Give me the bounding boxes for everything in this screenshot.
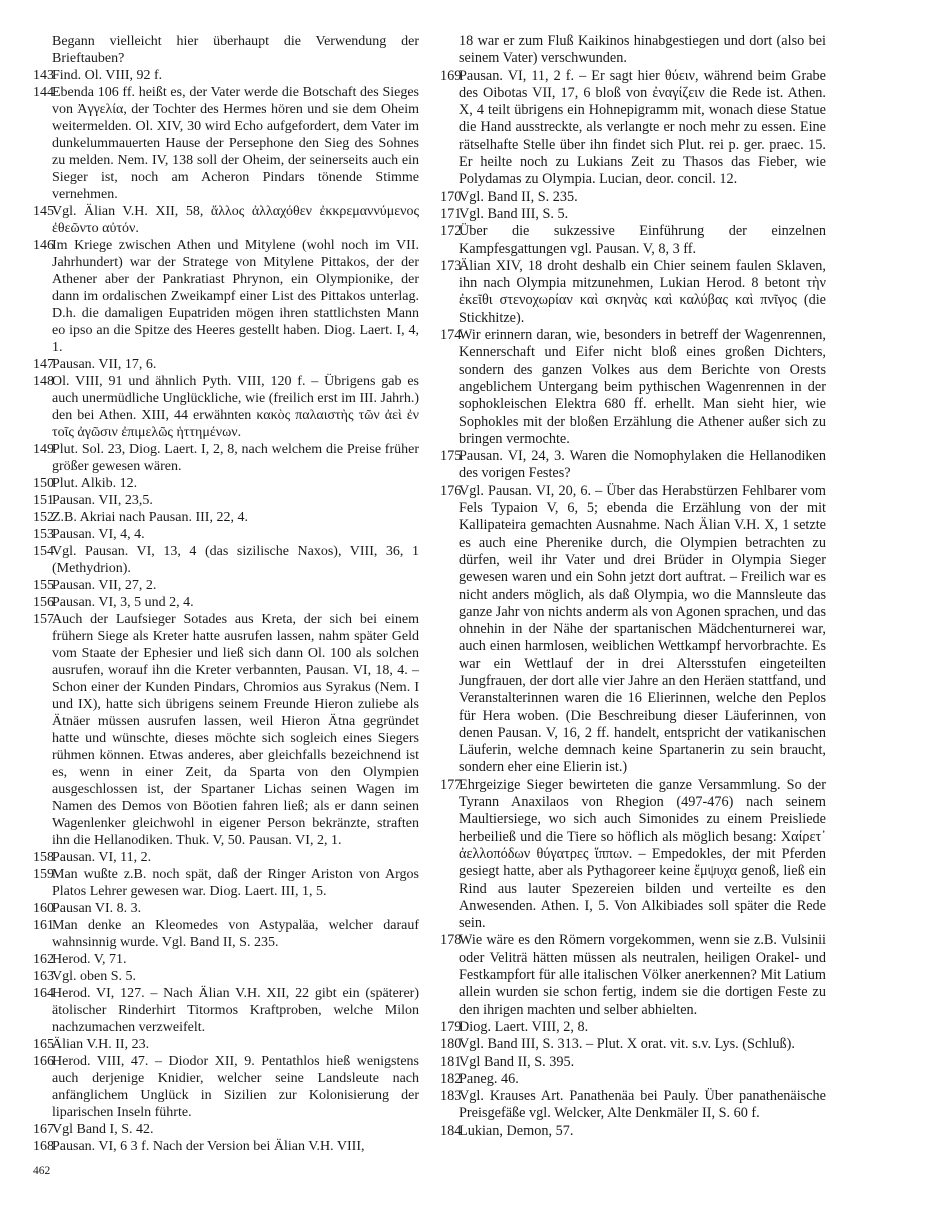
footnote-text: Vgl. Pausan. VI, 20, 6. – Über das Herabstürzen Fehlbarer vom Fels Typaion V, 6, 5; ebenda die Erzählung von der mit Kallipateira gemachten Ausnahme. Nach Älian V.H. X, 1 setzte es auch eine Pherenike durch, die Olympien betrachten zu dürfen, weil ihr Vater und drei Brüder in Olympia Sieger gewesen waren und ein Sohn jetzt dort auftrat. – Freilich war es nicht anders möglich, als daß Olympia, wo die Mannsleute das ganze Jahr von nichts anderm als von Agonen sprachen, und das ohnehin in der Nähe der spartanischen Mädchenturnerei war, auch einen harmlosen, weiblichen Wettkampf hervorbrachte. Es war ein Wettlauf der in drei Altersstufen eingeteilten Jungfrauen, der dort alle vier Jahre an den Heräen stattfand, und Veranstalterinnen waren die 16 Elierinnen, welche den Peplos für Hera woben. (Die Beschreibung dieser Läuferinnen, von denen Pausan. V, 16, 2 ff. handelt, entspricht der vatikanischen Läuferin, welche demnach keine Spartanerin zu sein braucht, sondern eher eine Elierin ist.) <box>459 482 826 776</box>
footnote-text: Pausan VI. 8. 3. <box>52 901 142 916</box>
footnote-text: Paneg. 46. <box>459 1070 519 1087</box>
footnote-182 <box>440 1071 826 1088</box>
footnote-number: 172 <box>440 223 462 240</box>
footnote-159 <box>33 866 419 900</box>
footnote-number: 159 <box>33 867 54 882</box>
footnote-number: 161 <box>33 918 54 933</box>
footnote-172 <box>440 223 826 258</box>
footnote-text: Vgl. Krauses Art. Panathenäa bei Pauly. Über panathenäische Preisgefäße vgl. Welcker, Alte Denkmäler II, S. 60 f. <box>459 1088 826 1122</box>
footnote-number: 174 <box>440 327 462 344</box>
footnote-number: 173 <box>440 257 462 274</box>
footnote-number: 149 <box>33 442 54 457</box>
footnote-continuation: 18 war er zum Fluß Kaikinos hinabgestiegen und dort (also bei seinem Vater) verschwunden. <box>459 33 826 67</box>
footnote-text: Pausan. VII, 27, 2. <box>52 578 157 593</box>
footnote-text: Vgl. Pausan. VI, 13, 4 (das sizilische Naxos), VIII, 36, 1 (Methydrion). <box>52 544 419 576</box>
footnote-number: 152 <box>33 510 54 525</box>
footnote-text: Vgl. oben S. 5. <box>52 969 136 984</box>
footnote-number: 177 <box>440 776 462 793</box>
footnote-number: 175 <box>440 448 462 465</box>
footnote-text: Ehrgeizige Sieger bewirteten die ganze Versammlung. So der Tyrann Anaxilaos von Rhegion (497-476) nach seinem Maultiersiege, wo sich auch Simonides zu einem Preisliede herbeiließ und die Tiere so höflich als möglich besang: Χαίρετ᾽ ἀελλοπόδων θύγατρες ἵππων. – Empedokles, der mit Pferden gesiegt hatte, aber als Pythagoreer keine ἔμψυχα genoß, ließ ein Rind aus lauter Spezereien bilden und verteilte es den Anwesenden. Athen. I, 5. Von Alkibiades soll später die Rede sein. <box>459 776 826 932</box>
footnote-text: Vgl. Älian V.H. XII, 58, ἄλλος ἀλλαχόθεν ἐκκρεμαννύμενος ἐθεῶντο αὐτόν. <box>52 204 419 236</box>
footnote-text: Vgl. Band II, S. 235. <box>459 188 578 205</box>
footnote-continuation: Begann vielleicht hier überhaupt die Verwendung der Brieftauben? <box>52 34 419 66</box>
footnote-number: 156 <box>33 595 54 610</box>
footnote-158 <box>33 849 419 866</box>
footnote-number: 148 <box>33 374 54 389</box>
footnote-number: 147 <box>33 357 54 372</box>
footnote-number: 171 <box>440 205 462 222</box>
footnote-number: 143 <box>33 68 54 83</box>
footnote-number: 158 <box>33 850 54 865</box>
footnote-text: Man denke an Kleomedes von Astypaläa, welcher darauf wahnsinnig wurde. Vgl. Band II, S. 235. <box>52 918 419 950</box>
footnote-160 <box>33 900 419 917</box>
footnote-145 <box>33 203 419 237</box>
footnote-text: Diog. Laert. VIII, 2, 8. <box>459 1018 589 1035</box>
footnote-text: Ebenda 106 ff. heißt es, der Vater werde die Botschaft des Sieges von Ἀγγελία, der Tochter des Hermes hören und sie dem Oheim weitermelden. Ol. XIV, 30 wird Echo aufgefordert, dem Vater im dunkelummauerten Hause der Persephone den Sieg des Sohnes zu melden. Nem. IV, 138 soll der Oheim, der seinerseits auch ein Sieger ist, noch am Acheron Pindars tönende Stimme vernehmen. <box>52 85 419 202</box>
footnote-number: 170 <box>440 188 462 205</box>
footnote-number: 145 <box>33 204 54 219</box>
footnote-176 <box>440 483 826 777</box>
footnote-text: Vgl Band II, S. 395. <box>459 1053 575 1070</box>
footnote-143 <box>33 67 419 84</box>
footnote-number: 181 <box>440 1053 462 1070</box>
footnote-144 <box>33 84 419 203</box>
footnote-number: 179 <box>440 1018 462 1035</box>
footnote-148 <box>33 373 419 441</box>
footnote-168 <box>33 1138 419 1155</box>
footnote-number: 160 <box>33 901 54 916</box>
footnote-number: 180 <box>440 1036 462 1053</box>
footnote-175 <box>440 448 826 483</box>
footnote-number: 169 <box>440 67 462 84</box>
footnote-text: Herod. VI, 127. – Nach Älian V.H. XII, 22 gibt ein (späterer) ätolischer Rinderhirt Titormos Kraftproben, welche Milon nachzumachen verzweifelt. <box>52 986 419 1035</box>
footnote-number: 167 <box>33 1122 54 1137</box>
footnote-153 <box>33 526 419 543</box>
footnote-169 <box>440 68 826 189</box>
footnote-number: 155 <box>33 578 54 593</box>
footnote-text: Auch der Laufsieger Sotades aus Kreta, der sich bei einem frühern Siege als Kreter hatte ausrufen lassen, nahm später Geld vom Staate der Ephesier und ließ sich dann Ol. 100 als solchen ausrufen, worauf ihn die Kreter verbannten, Pausan. VI, 18, 4. – Schon einer der Kunden Pindars, Chromios aus Syrakus (Nem. I und IX), hatte sich übrigens seinem Freunde Hieron zuliebe als Ätnäer müssen ausrufen lassen, weil Hieron Ätna gegründet hatte und wünschte, dieses möchte sich sogleich eines Siegers rühmen können. Etwas anderes, aber gleichfalls bezeichnend ist es, wenn in einer Zeit, da Sparta von den Olympien ausgeschlossen ist, der Spartaner Lichas seinen Wagen im Namen des Demos von Böotien fahren ließ; als er dann seinen Wagenlenker gleichwohl in eigener Person bekränzte, straften ihn die Hellanodiken. Thuk. V, 50. Pausan. VI, 2, 1. <box>52 612 419 848</box>
footnote-number: 154 <box>33 544 54 559</box>
footnote-154 <box>33 543 419 577</box>
footnote-number: 146 <box>33 238 54 253</box>
footnote-162 <box>33 951 419 968</box>
footnote-166 <box>33 1053 419 1121</box>
footnote-text: Pausan. VI, 6 3 f. Nach der Version bei Älian V.H. VIII, <box>52 1139 365 1154</box>
footnote-157 <box>33 611 419 849</box>
footnote-text: Plut. Sol. 23, Diog. Laert. I, 2, 8, nach welchem die Preise früher größer gewesen wären. <box>52 442 419 474</box>
footnote-173 <box>440 258 826 327</box>
footnote-number: 178 <box>440 932 462 949</box>
footnote-number: 168 <box>33 1139 54 1154</box>
footnote-183 <box>440 1088 826 1123</box>
footnote-text: Pausan. VI, 11, 2. <box>52 850 152 865</box>
footnote-174 <box>440 327 826 448</box>
footnote-text: Älian XIV, 18 droht deshalb ein Chier seinem faulen Sklaven, ihn nach Olympia mitzunehmen, Lukian Herod. 8 betont τὴν ἐκεῖθι στενοχωρίαν καὶ σκηνὰς καὶ καλύβας καὶ πνῖγος (die Stickhitze). <box>459 257 826 326</box>
footnote-177 <box>440 777 826 933</box>
footnote-text: Vgl Band I, S. 42. <box>52 1122 154 1137</box>
footnote-number: 157 <box>33 612 54 627</box>
footnote-180 <box>440 1036 826 1053</box>
footnote-149 <box>33 441 419 475</box>
footnote-text: Wie wäre es den Römern vorgekommen, wenn sie z.B. Vulsinii oder Veliträ hätten müssen als neutralen, heiligen Orakel- und Festkampfort für alle italischen Völker anerkennen? Mit Latium allein wurden sie schon fertig, indem sie die dortigen Feste zu den ihrigen machten und selber abhielten. <box>459 932 826 1018</box>
footnote-number: 151 <box>33 493 54 508</box>
footnote-171 <box>440 206 826 223</box>
footnote-161 <box>33 917 419 951</box>
footnote-number: 184 <box>440 1122 462 1139</box>
footnote-170 <box>440 189 826 206</box>
footnote-text: Pausan. VII, 17, 6. <box>52 357 157 372</box>
footnote-text: Ol. VIII, 91 und ähnlich Pyth. VIII, 120 f. – Übrigens gab es auch unermüdliche Unglückliche, wie (freilich erst im III. Jahrh.) den bei Athen. XIII, 44 erwähnten κακὸς παλαιστὴς τῶν ἀεὶ ἐν τοῖς ἀγῶσιν ἐπιμελῶς ἡττημένων. <box>52 374 419 440</box>
footnote-number: 153 <box>33 527 54 542</box>
footnote-number: 144 <box>33 85 54 100</box>
footnote-number: 183 <box>440 1088 462 1105</box>
footnote-163 <box>33 968 419 985</box>
footnote-167 <box>33 1121 419 1138</box>
footnote-178 <box>440 932 826 1018</box>
footnote-text: Pausan. VI, 4, 4. <box>52 527 145 542</box>
footnote-number: 162 <box>33 952 54 967</box>
footnote-text: Pausan. VI, 3, 5 und 2, 4. <box>52 595 194 610</box>
footnote-number: 163 <box>33 969 54 984</box>
footnote-146 <box>33 237 419 356</box>
footnote-text: Pausan. VI, 11, 2 f. – Er sagt hier θύειν, während beim Grabe des Oibotas VII, 17, 6 bloß von ἐναγίζειν die Rede ist. Athen. X, 4 teilt übrigens ein Hohnepigramm mit, wonach diese Statue die Hand ausstreckte, als verlangte er noch mehr zu essen. Eine rätselhafte Stelle über ihn findet sich Plut. rei p. ger. praec. 15. Er heilte noch zu Lukians Zeit zu Thasos das Fieber, wie Polydamas zu Olympia. Lucian, deor. concil. 12. <box>459 67 826 188</box>
footnote-text: Vgl. Band III, S. 313. – Plut. X orat. vit. s.v. Lys. (Schluß). <box>459 1036 795 1053</box>
footnote-text: Herod. VIII, 47. – Diodor XII, 9. Pentathlos hieß wenigstens auch derjenige Knidier, welcher seine Landsleute nach anfänglichem Unglück in Sizilien zur Kolonisierung der liparischen Inseln führte. <box>52 1054 419 1120</box>
footnote-147 <box>33 356 419 373</box>
footnote-text: Z.B. Akriai nach Pausan. III, 22, 4. <box>52 510 248 525</box>
footnote-text: Älian V.H. II, 23. <box>52 1037 150 1052</box>
footnote-text: Im Kriege zwischen Athen und Mitylene (wohl noch im VII. Jahrhundert) war der Stratege von Mitylene Pittakos, der der Athener aber der Pankratiast Phrynon, ein Olympionike, der dann im ordalischen Zweikampf einer List des Pittakos unterlag. D.h. die damaligen Eupatriden mögen ihren stattlichsten Mann eo ipso an die Spitze des Heeres gestellt haben. Diog. Laert. I, 4, 1. <box>52 238 419 355</box>
footnote-150 <box>33 475 419 492</box>
footnote-number: 176 <box>440 482 462 499</box>
footnote-151 <box>33 492 419 509</box>
footnote-number: 164 <box>33 986 54 1001</box>
footnote-text: Über die sukzessive Einführung der einzelnen Kampfesgattungen vgl. Pausan. V, 8, 3 ff. <box>459 223 826 257</box>
footnote-number: 165 <box>33 1037 54 1052</box>
footnote-text: Pausan. VI, 24, 3. Waren die Nomophylaken die Hellanodiken des vorigen Festes? <box>459 448 826 482</box>
footnote-text: Vgl. Band III, S. 5. <box>459 205 569 222</box>
footnote-text: Man wußte z.B. noch spät, daß der Ringer Ariston von Argos Platos Lehrer gewesen war. Diog. Laert. III, 1, 5. <box>52 867 419 899</box>
footnote-text: Herod. V, 71. <box>52 952 127 967</box>
footnote-156 <box>33 594 419 611</box>
footnote-152 <box>33 509 419 526</box>
footnote-number: 166 <box>33 1054 54 1069</box>
footnote-text: Lukian, Demon, 57. <box>459 1122 574 1139</box>
footnote-text: Find. Ol. VIII, 92 f. <box>52 68 163 83</box>
right-footnote-column <box>440 33 826 1140</box>
footnote-155 <box>33 577 419 594</box>
page-number: 462 <box>33 1165 51 1177</box>
footnote-text: Plut. Alkib. 12. <box>52 476 138 491</box>
footnote-164 <box>33 985 419 1036</box>
left-footnote-column <box>33 33 419 1155</box>
footnote-165 <box>33 1036 419 1053</box>
footnote-number: 150 <box>33 476 54 491</box>
footnote-179 <box>440 1019 826 1036</box>
footnote-184 <box>440 1123 826 1140</box>
footnote-text: Wir erinnern daran, wie, besonders in betreff der Wagenrennen, Kennerschaft und Eifer nicht bloß eines großen Dichters, sondern des ganzen Volkes aus dem Berichte von Orests angeblichem Untergang beim pythischen Wagenrennen in der sophokleischen Elektra 680 ff. erhellt. Man sieht hier, wie Sophokles mit der bloßen Erzählung die Athener außer sich zu bringen vermochte. <box>459 327 826 447</box>
footnote-text: Pausan. VII, 23,5. <box>52 493 153 508</box>
footnote-181 <box>440 1054 826 1071</box>
footnote-number: 182 <box>440 1070 462 1087</box>
